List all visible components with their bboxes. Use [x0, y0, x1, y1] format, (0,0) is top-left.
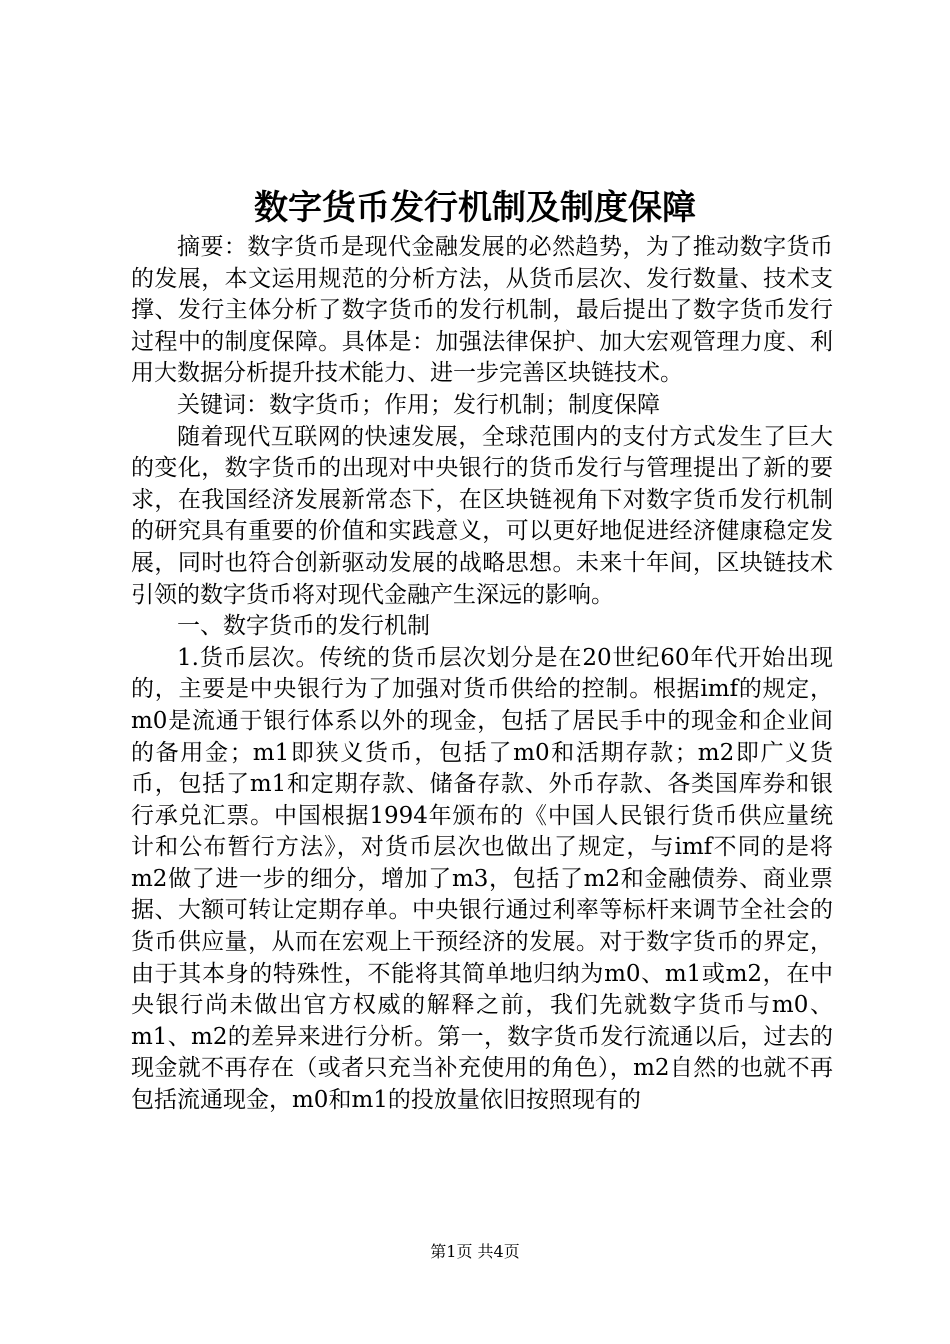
intro-paragraph: 随着现代互联网的快速发展，全球范围内的支付方式发生了巨大的变化，数字货币的出现对中央银行的货币发行与管理提出了新的要求，在我国经济发展新常态下，在区块链视角下对数字货币发行机制的研究具有重要的价值和实践意义，可以更好地促进经济健康稳定发展，同时也符合创新驱动发展的战略思想。未来十年间，区块链技术引领的数字货币将对现代金融产生深远的影响。: [131, 423, 833, 608]
document-title: 数字货币发行机制及制度保障: [254, 188, 696, 228]
keywords-paragraph: 关键词：数字货币；作用；发行机制；制度保障: [177, 391, 660, 418]
section-heading: 一、数字货币的发行机制: [177, 613, 430, 640]
document-body: [131, 232, 833, 1117]
section-paragraph: 1.货币层次。传统的货币层次划分是在20世纪60年代开始出现的，主要是中央银行为了加强对货币供给的控制。根据imf的规定，m0是流通于银行体系以外的现金，包括了居民手中的现金和企业间的备用金；m1即狭义货币，包括了m0和活期存款；m2即广义货币，包括了m1和定期存款、储备存款、外币存款、各类国库券和银行承兑汇票。中国根据1994年颁布的《中国人民银行货币供应量统计和公布暂行方法》，对货币层次也做出了规定，与imf不同的是将m2做了进一步的细分，增加了m3，包括了m2和金融债券、商业票据、大额可转让定期存单。中央银行通过利率等标杆来调节全社会的货币供应量，从而在宏观上干预经济的发展。对于数字货币的界定，由于其本身的特殊性，不能将其简单地归纳为m0、m1或m2，在中央银行尚未做出官方权威的解释之前，我们先就数字货币与m0、m1、m2的差异来进行分析。第一，数字货币发行流通以后，过去的现金就不再存在（或者只充当补充使用的角色），m2自然的也就不再包括流通现金，m0和m1的投放量依旧按照现有的: [131, 644, 833, 1114]
abstract-paragraph: 摘要：数字货币是现代金融发展的必然趋势，为了推动数字货币的发展，本文运用规范的分析方法，从货币层次、发行数量、技术支撑、发行主体分析了数字货币的发行机制，最后提出了数字货币发行过程中的制度保障。具体是：加强法律保护、加大宏观管理力度、利用大数据分析提升技术能力、进一步完善区块链技术。: [131, 234, 833, 387]
page-footer: 第1页 共4页: [430, 1242, 520, 1261]
